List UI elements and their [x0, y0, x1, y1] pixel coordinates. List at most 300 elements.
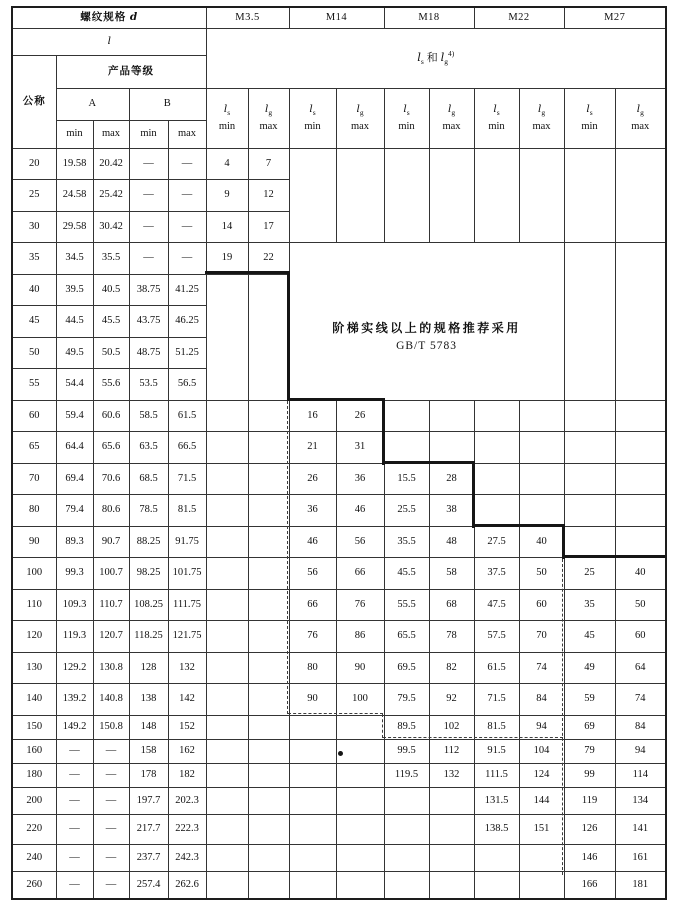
cell-90-m14-lg: 56 [336, 526, 384, 558]
ls-lg-header [206, 28, 666, 88]
cell-70-m14-ls: 26 [289, 463, 336, 495]
cell-100-m18-lg: 58 [429, 558, 474, 590]
cell-90-b-max: 91.75 [168, 526, 206, 558]
cell-110-m3-5-ls [206, 589, 248, 621]
step-line-dashed-h1 [288, 713, 383, 714]
cell-180-b-max: 182 [168, 763, 206, 787]
cell-25-a-max: 25.42 [93, 180, 129, 212]
cell-50-a-max: 50.5 [93, 337, 129, 369]
cell-120-b-min: 118.25 [129, 621, 168, 653]
cell-180-m14-ls [289, 763, 336, 787]
cell-260-m18-lg [429, 871, 474, 899]
cell-160-m3-5-ls [206, 739, 248, 763]
m18-lg-max-header: $l_g$ max [429, 88, 474, 148]
cell-90-m27-ls [564, 526, 615, 558]
cell-45-b-max: 46.25 [168, 306, 206, 338]
header-row-ab [12, 88, 666, 120]
cell-220-m18-ls [384, 814, 429, 844]
m3-5-ls-min-header: $l_s$ min [206, 88, 248, 148]
cell-80-m18-ls: 25.5 [384, 495, 429, 527]
cell-25-a-min: 24.58 [56, 180, 93, 212]
cell-60-a-max: 60.6 [93, 400, 129, 432]
empty-region-m3-5-ls [206, 274, 248, 400]
cell-100-m22-lg: 50 [519, 558, 564, 590]
cell-120-m27-lg: 60 [615, 621, 666, 653]
cell-220-m3-5-lg [248, 814, 289, 844]
cell-100-m27-lg: 40 [615, 558, 666, 590]
cell-150-m22-lg: 94 [519, 715, 564, 739]
cell-160-b-min: 158 [129, 739, 168, 763]
cell-240-m22-lg [519, 844, 564, 871]
empty-region-m27-ls [564, 243, 615, 401]
table-row-65 [12, 432, 666, 464]
cell-70-a-max: 70.6 [93, 463, 129, 495]
cell-110-m27-lg: 50 [615, 589, 666, 621]
cell-240-m18-ls [384, 844, 429, 871]
cell-80-m22-ls [474, 495, 519, 527]
cell-60-b-min: 58.5 [129, 400, 168, 432]
cell-50-nominal: 50 [12, 337, 56, 369]
a-min-header: min [56, 120, 93, 148]
table-row-220 [12, 814, 666, 844]
cell-65-m27-lg [615, 432, 666, 464]
length-symbol-header [12, 28, 206, 55]
table-row-180 [12, 763, 666, 787]
size-header-m22: M22 [474, 7, 564, 28]
cell-130-m27-lg: 64 [615, 652, 666, 684]
cell-40-a-max: 40.5 [93, 274, 129, 306]
cell-220-m27-lg: 141 [615, 814, 666, 844]
cell-70-m27-ls [564, 463, 615, 495]
cell-100-a-max: 100.7 [93, 558, 129, 590]
cell-55-a-max: 55.6 [93, 369, 129, 401]
cell-130-m18-ls: 69.5 [384, 652, 429, 684]
cell-70-m18-lg: 28 [429, 463, 474, 495]
cell-110-b-max: 111.75 [168, 589, 206, 621]
cell-65-m27-ls [564, 432, 615, 464]
cell-240-b-min: 237.7 [129, 844, 168, 871]
cell-220-b-max: 222.3 [168, 814, 206, 844]
cell-160-b-max: 162 [168, 739, 206, 763]
cell-110-m27-ls: 35 [564, 589, 615, 621]
cell-110-m14-ls: 66 [289, 589, 336, 621]
l-symbol: l [107, 34, 111, 47]
cell-30-nominal: 30 [12, 211, 56, 243]
cell-260-m27-lg: 181 [615, 871, 666, 899]
cell-200-b-min: 197.7 [129, 787, 168, 814]
cell-180-m27-lg: 114 [615, 763, 666, 787]
empty-region-m27-lg [615, 148, 666, 243]
cell-65-a-max: 65.6 [93, 432, 129, 464]
cell-70-m22-lg [519, 463, 564, 495]
cell-90-b-min: 88.25 [129, 526, 168, 558]
cell-140-m22-ls: 71.5 [474, 684, 519, 716]
cell-260-m3-5-lg [248, 871, 289, 899]
cell-130-m14-lg: 90 [336, 652, 384, 684]
size-header-m18: M18 [384, 7, 474, 28]
cell-90-m22-lg: 40 [519, 526, 564, 558]
cell-30-m3-5-lg: 17 [248, 211, 289, 243]
empty-region-m22-lg [519, 148, 564, 243]
cell-240-m3-5-lg [248, 844, 289, 871]
cell-60-m18-lg [429, 400, 474, 432]
cell-55-b-min: 53.5 [129, 369, 168, 401]
cell-90-m22-ls: 27.5 [474, 526, 519, 558]
m14-lg-max-header: $l_g$ max [336, 88, 384, 148]
cell-200-m3-5-ls [206, 787, 248, 814]
cell-240-m27-lg: 161 [615, 844, 666, 871]
empty-region-m22-ls [474, 148, 519, 243]
cell-240-m14-ls [289, 844, 336, 871]
cell-90-m18-lg: 48 [429, 526, 474, 558]
b-max-header: max [168, 120, 206, 148]
cell-55-a-min: 54.4 [56, 369, 93, 401]
cell-200-m18-lg [429, 787, 474, 814]
cell-180-m3-5-ls [206, 763, 248, 787]
cell-110-m22-lg: 60 [519, 589, 564, 621]
cell-180-m18-ls: 119.5 [384, 763, 429, 787]
cell-150-m27-ls: 69 [564, 715, 615, 739]
cell-55-b-max: 56.5 [168, 369, 206, 401]
cell-30-a-max: 30.42 [93, 211, 129, 243]
cell-130-b-min: 128 [129, 652, 168, 684]
cell-160-m27-lg: 94 [615, 739, 666, 763]
cell-140-b-min: 138 [129, 684, 168, 716]
cell-65-m3-5-ls [206, 432, 248, 464]
cell-240-m18-lg [429, 844, 474, 871]
empty-region-m27-lg [615, 243, 666, 401]
cell-100-b-min: 98.25 [129, 558, 168, 590]
cell-130-a-min: 129.2 [56, 652, 93, 684]
cell-60-m3-5-ls [206, 400, 248, 432]
cell-200-m22-lg: 144 [519, 787, 564, 814]
step-line-solid-v4 [562, 524, 565, 559]
cell-100-m18-ls: 45.5 [384, 558, 429, 590]
cell-40-b-min: 38.75 [129, 274, 168, 306]
table-row-150 [12, 715, 666, 739]
cell-25-m3-5-lg: 12 [248, 180, 289, 212]
cell-180-nominal: 180 [12, 763, 56, 787]
cell-90-a-max: 90.7 [93, 526, 129, 558]
cell-35-a-min: 34.5 [56, 243, 93, 275]
lg-subscript: g [444, 56, 449, 66]
header-row-sizes [12, 7, 666, 28]
cell-260-m14-ls [289, 871, 336, 899]
cell-80-m3-5-ls [206, 495, 248, 527]
size-header-m3-5: M3.5 [206, 7, 289, 28]
cell-160-m14-ls [289, 739, 336, 763]
table-row-20 [12, 148, 666, 180]
table-row-120 [12, 621, 666, 653]
cell-200-a-min: — [56, 787, 93, 814]
cell-220-b-min: 217.7 [129, 814, 168, 844]
cell-45-nominal: 45 [12, 306, 56, 338]
cell-150-a-min: 149.2 [56, 715, 93, 739]
cell-65-m18-lg [429, 432, 474, 464]
cell-20-b-max: — [168, 148, 206, 180]
cell-90-m3-5-ls [206, 526, 248, 558]
m14-ls-min-header: $l_s$ min [289, 88, 336, 148]
cell-160-a-min: — [56, 739, 93, 763]
cell-130-m3-5-ls [206, 652, 248, 684]
step-line-solid-h1 [205, 271, 290, 274]
cell-65-m22-ls [474, 432, 519, 464]
footnote-reference: 4) [448, 48, 455, 58]
step-line-solid-h5 [562, 555, 665, 558]
cell-260-b-max: 262.6 [168, 871, 206, 899]
cell-140-b-max: 142 [168, 684, 206, 716]
cell-160-a-max: — [93, 739, 129, 763]
m18-ls-min-header: $l_s$ min [384, 88, 429, 148]
cell-150-b-min: 148 [129, 715, 168, 739]
cell-220-m27-ls: 126 [564, 814, 615, 844]
cell-240-m14-lg [336, 844, 384, 871]
cell-150-m3-5-ls [206, 715, 248, 739]
cell-65-m18-ls [384, 432, 429, 464]
cell-80-nominal: 80 [12, 495, 56, 527]
cell-90-m18-ls: 35.5 [384, 526, 429, 558]
m22-ls-min-header: $l_s$ min [474, 88, 519, 148]
cell-35-nominal: 35 [12, 243, 56, 275]
cell-260-m14-lg [336, 871, 384, 899]
b-min-header: min [129, 120, 168, 148]
cell-80-b-max: 81.5 [168, 495, 206, 527]
cell-35-b-max: — [168, 243, 206, 275]
step-line-dashed-v2 [382, 714, 383, 738]
cell-90-nominal: 90 [12, 526, 56, 558]
m22-lg-max-header: $l_g$ max [519, 88, 564, 148]
cell-130-nominal: 130 [12, 652, 56, 684]
cell-100-b-max: 101.75 [168, 558, 206, 590]
thread-spec-label: 螺纹规格 [80, 11, 127, 23]
cell-220-m22-lg: 151 [519, 814, 564, 844]
cell-120-m14-lg: 86 [336, 621, 384, 653]
cell-150-m27-lg: 84 [615, 715, 666, 739]
thread-spec-header [12, 7, 206, 28]
cell-260-nominal: 260 [12, 871, 56, 899]
cell-35-b-min: — [129, 243, 168, 275]
empty-region-m27-ls [564, 148, 615, 243]
cell-140-m3-5-lg [248, 684, 289, 716]
cell-65-a-min: 64.4 [56, 432, 93, 464]
cell-60-m3-5-lg [248, 400, 289, 432]
header-row-l [12, 28, 666, 55]
cell-240-b-max: 242.3 [168, 844, 206, 871]
table-row-80 [12, 495, 666, 527]
cell-140-m27-lg: 74 [615, 684, 666, 716]
cell-25-b-min: — [129, 180, 168, 212]
cell-90-m27-lg [615, 526, 666, 558]
cell-180-m22-lg: 124 [519, 763, 564, 787]
cell-240-nominal: 240 [12, 844, 56, 871]
cell-35-m3-5-ls: 19 [206, 243, 248, 275]
cell-60-m27-ls [564, 400, 615, 432]
table-row-260 [12, 871, 666, 899]
cell-30-m3-5-ls: 14 [206, 211, 248, 243]
cell-110-m14-lg: 76 [336, 589, 384, 621]
cell-200-m27-lg: 134 [615, 787, 666, 814]
cell-80-m18-lg: 38 [429, 495, 474, 527]
cell-120-m18-lg: 78 [429, 621, 474, 653]
cell-35-m3-5-lg: 22 [248, 243, 289, 275]
cell-130-b-max: 132 [168, 652, 206, 684]
cell-120-m22-ls: 57.5 [474, 621, 519, 653]
table-row-70 [12, 463, 666, 495]
cell-260-b-min: 257.4 [129, 871, 168, 899]
cell-200-a-max: — [93, 787, 129, 814]
cell-60-b-max: 61.5 [168, 400, 206, 432]
cell-110-m22-ls: 47.5 [474, 589, 519, 621]
cell-25-b-max: — [168, 180, 206, 212]
cell-100-nominal: 100 [12, 558, 56, 590]
cell-70-m22-ls [474, 463, 519, 495]
cell-180-m14-lg [336, 763, 384, 787]
cell-40-a-min: 39.5 [56, 274, 93, 306]
cell-160-m22-lg: 104 [519, 739, 564, 763]
cell-140-m14-ls: 90 [289, 684, 336, 716]
cell-150-m14-lg [336, 715, 384, 739]
cell-120-m14-ls: 76 [289, 621, 336, 653]
cell-140-m14-lg: 100 [336, 684, 384, 716]
cell-70-m18-ls: 15.5 [384, 463, 429, 495]
cell-180-m22-ls: 111.5 [474, 763, 519, 787]
cell-50-b-max: 51.25 [168, 337, 206, 369]
table-row-100 [12, 558, 666, 590]
cell-70-b-min: 68.5 [129, 463, 168, 495]
cell-110-a-max: 110.7 [93, 589, 129, 621]
cell-110-m18-ls: 55.5 [384, 589, 429, 621]
cell-180-m3-5-lg [248, 763, 289, 787]
cell-220-m14-ls [289, 814, 336, 844]
table-row-110 [12, 589, 666, 621]
cell-30-a-min: 29.58 [56, 211, 93, 243]
table-row-35 [12, 243, 666, 275]
cell-70-b-max: 71.5 [168, 463, 206, 495]
cell-40-b-max: 41.25 [168, 274, 206, 306]
bolt-length-spec-table [11, 6, 667, 900]
step-line-solid-h3 [382, 461, 475, 464]
cell-130-m27-ls: 49 [564, 652, 615, 684]
cell-160-m18-ls: 99.5 [384, 739, 429, 763]
cell-130-a-max: 130.8 [93, 652, 129, 684]
table-row-200 [12, 787, 666, 814]
cell-45-a-min: 44.5 [56, 306, 93, 338]
step-line-solid-h2 [287, 398, 385, 401]
cell-30-b-min: — [129, 211, 168, 243]
cell-65-m3-5-lg [248, 432, 289, 464]
cell-65-nominal: 65 [12, 432, 56, 464]
cell-100-a-min: 99.3 [56, 558, 93, 590]
cell-140-nominal: 140 [12, 684, 56, 716]
cell-70-nominal: 70 [12, 463, 56, 495]
grade-b-header: B [129, 88, 206, 120]
cell-140-m27-ls: 59 [564, 684, 615, 716]
ls-subscript: s [420, 56, 424, 66]
cell-65-m14-ls: 21 [289, 432, 336, 464]
cell-200-b-max: 202.3 [168, 787, 206, 814]
cell-200-nominal: 200 [12, 787, 56, 814]
cell-60-a-min: 59.4 [56, 400, 93, 432]
step-line-solid-v3 [472, 461, 475, 528]
cell-140-a-min: 139.2 [56, 684, 93, 716]
cell-80-a-max: 80.6 [93, 495, 129, 527]
lg-symbol: l [440, 49, 445, 64]
m3-5-lg-max-header: $l_g$ max [248, 88, 289, 148]
cell-180-a-min: — [56, 763, 93, 787]
cell-150-m18-lg: 102 [429, 715, 474, 739]
step-line-solid-v2 [382, 398, 385, 465]
cell-100-m3-5-lg [248, 558, 289, 590]
cell-35-a-max: 35.5 [93, 243, 129, 275]
cell-120-m27-ls: 45 [564, 621, 615, 653]
cell-200-m27-ls: 119 [564, 787, 615, 814]
cell-160-nominal: 160 [12, 739, 56, 763]
cell-80-m14-ls: 36 [289, 495, 336, 527]
cell-65-b-max: 66.5 [168, 432, 206, 464]
cell-260-m22-lg [519, 871, 564, 899]
cell-65-m14-lg: 31 [336, 432, 384, 464]
step-line-solid-v1 [287, 271, 290, 401]
cell-60-m14-lg: 26 [336, 400, 384, 432]
cell-260-a-max: — [93, 871, 129, 899]
cell-150-b-max: 152 [168, 715, 206, 739]
cell-120-nominal: 120 [12, 621, 56, 653]
cell-140-a-max: 140.8 [93, 684, 129, 716]
cell-60-m14-ls: 16 [289, 400, 336, 432]
cell-220-m22-ls: 138.5 [474, 814, 519, 844]
cell-220-a-min: — [56, 814, 93, 844]
empty-region-m14-ls [289, 148, 336, 243]
cell-130-m22-lg: 74 [519, 652, 564, 684]
cell-70-a-min: 69.4 [56, 463, 93, 495]
cell-220-m14-lg [336, 814, 384, 844]
table-row-60 [12, 400, 666, 432]
cell-45-b-min: 43.75 [129, 306, 168, 338]
cell-60-nominal: 60 [12, 400, 56, 432]
cell-160-m3-5-lg [248, 739, 289, 763]
cell-80-m22-lg [519, 495, 564, 527]
cell-45-a-max: 45.5 [93, 306, 129, 338]
cell-30-b-max: — [168, 211, 206, 243]
cell-60-m27-lg [615, 400, 666, 432]
product-grade-header: 产品等级 [56, 55, 206, 88]
cell-150-nominal: 150 [12, 715, 56, 739]
thread-spec-symbol: d [129, 10, 139, 23]
cell-20-m3-5-ls: 4 [206, 148, 248, 180]
cell-130-m3-5-lg [248, 652, 289, 684]
step-line-dashed-h2 [383, 737, 563, 738]
cell-120-m3-5-ls [206, 621, 248, 653]
grade-a-header: A [56, 88, 129, 120]
print-dot [338, 751, 343, 756]
cell-110-m18-lg: 68 [429, 589, 474, 621]
cell-20-m3-5-lg: 7 [248, 148, 289, 180]
note-line2: GB/T 5783 [396, 339, 457, 352]
cell-60-m18-ls [384, 400, 429, 432]
empty-region-m14-lg [336, 148, 384, 243]
cell-25-nominal: 25 [12, 180, 56, 212]
cell-240-m22-ls [474, 844, 519, 871]
nominal-header: 公称 [12, 55, 56, 148]
cell-110-nominal: 110 [12, 589, 56, 621]
cell-110-a-min: 109.3 [56, 589, 93, 621]
cell-160-m27-ls: 79 [564, 739, 615, 763]
step-line-dashed-v3 [562, 559, 563, 875]
cell-90-a-min: 89.3 [56, 526, 93, 558]
cell-130-m14-ls: 80 [289, 652, 336, 684]
m27-lg-max-header: $l_g$ max [615, 88, 666, 148]
a-max-header: max [93, 120, 129, 148]
